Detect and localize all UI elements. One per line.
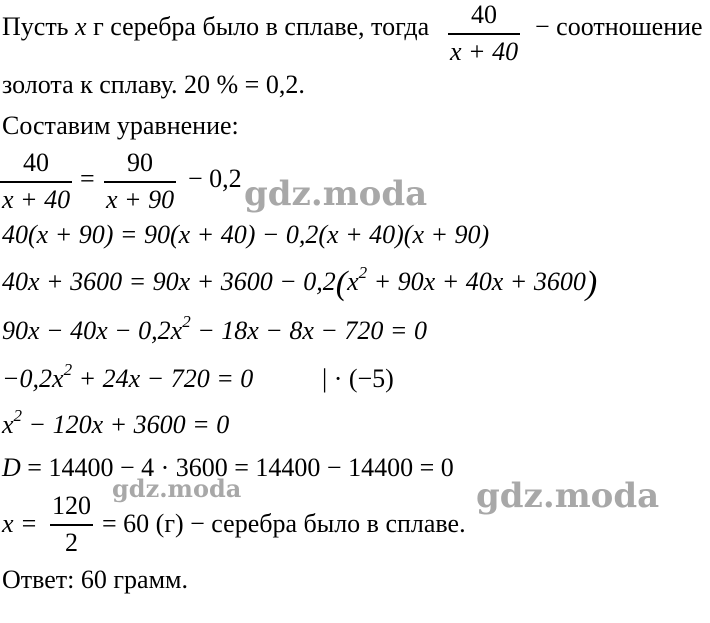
eq4-part-a: 90x − 40x − 0,2x — [2, 316, 183, 345]
fraction-bar — [104, 181, 176, 183]
eq8-result: = 60 (г) − серебра было в сплаве. — [102, 509, 466, 538]
eq1-equals: = — [80, 164, 95, 193]
eq1-fraction-2-num: 90 — [127, 148, 154, 177]
eq8-fraction — [50, 493, 93, 556]
eq6-exponent: 2 — [13, 406, 23, 425]
intro-text-2: г серебра было в сплаве, тогда — [86, 12, 430, 41]
discriminant-symbol: D — [2, 453, 21, 482]
intro-text-3: − соотношение — [535, 12, 703, 41]
eq1-fraction-1 — [0, 150, 72, 213]
eq3-open-paren: ( — [335, 265, 348, 302]
intro-line-1 — [2, 14, 429, 40]
answer-line: Ответ: 60 грамм. — [2, 565, 188, 594]
eq3-var: x — [347, 267, 359, 296]
fraction-bar — [448, 33, 520, 35]
eq4-exponent: 2 — [182, 312, 191, 331]
watermark: gdz.moda — [476, 476, 660, 516]
eq1-fraction-1-num: 40 — [23, 148, 50, 177]
eq6-part-b: − 120x + 3600 = 0 — [22, 410, 230, 439]
eq8-fraction-num: 120 — [52, 491, 91, 520]
equation-2: 40(x + 90) = 90(x + 40) − 0,2(x + 40)(x + 90) — [2, 220, 490, 249]
eq3-exponent: 2 — [358, 263, 368, 282]
watermark: gdz.moda — [244, 174, 428, 214]
eq1-fraction-2 — [104, 150, 176, 213]
equation-3 — [2, 263, 598, 302]
fraction-40-over-x40 — [448, 2, 520, 65]
eq1-fraction-1-den: x + 40 — [2, 184, 71, 214]
eq1-fraction-2-den: x + 90 — [106, 184, 175, 214]
eq8-x-equals: x = — [2, 509, 38, 538]
heading-compose-equation: Составим уравнение: — [2, 111, 239, 140]
eq3-part-a: 40x + 3600 = 90x + 3600 − 0,2 — [2, 267, 336, 296]
eq4-part-b: − 18x − 8x − 720 = 0 — [190, 316, 427, 345]
discriminant-expression: = 14400 − 4 · 3600 = 14400 − 14400 = 0 — [20, 453, 454, 482]
eq1-tail: − 0,2 — [188, 164, 242, 193]
eq3-close-paren: ) — [585, 265, 598, 302]
watermark: gdz.moda — [112, 474, 242, 503]
eq3-part-c: + 90x + 40x + 3600 — [367, 267, 586, 296]
fraction-bar — [0, 181, 72, 183]
intro-line-2: золота к сплаву. 20 % = 0,2. — [2, 70, 305, 99]
var-x: x — [75, 12, 87, 41]
fraction-numerator: 40 — [471, 0, 498, 29]
eq5-part-a: −0,2x — [2, 364, 64, 393]
equation-5 — [2, 360, 254, 393]
eq5-exponent: 2 — [63, 360, 73, 379]
equation-6 — [2, 406, 230, 439]
fraction-bar — [50, 524, 93, 526]
equation-4 — [2, 312, 427, 345]
eq5-part-b: + 24x − 720 = 0 — [72, 364, 254, 393]
eq6-var: x — [2, 410, 14, 439]
fraction-denominator: x + 40 — [450, 36, 519, 66]
eq5-multiplier: | · (−5) — [322, 364, 394, 393]
intro-text: Пусть — [2, 12, 76, 41]
eq8-fraction-den: 2 — [65, 527, 78, 557]
